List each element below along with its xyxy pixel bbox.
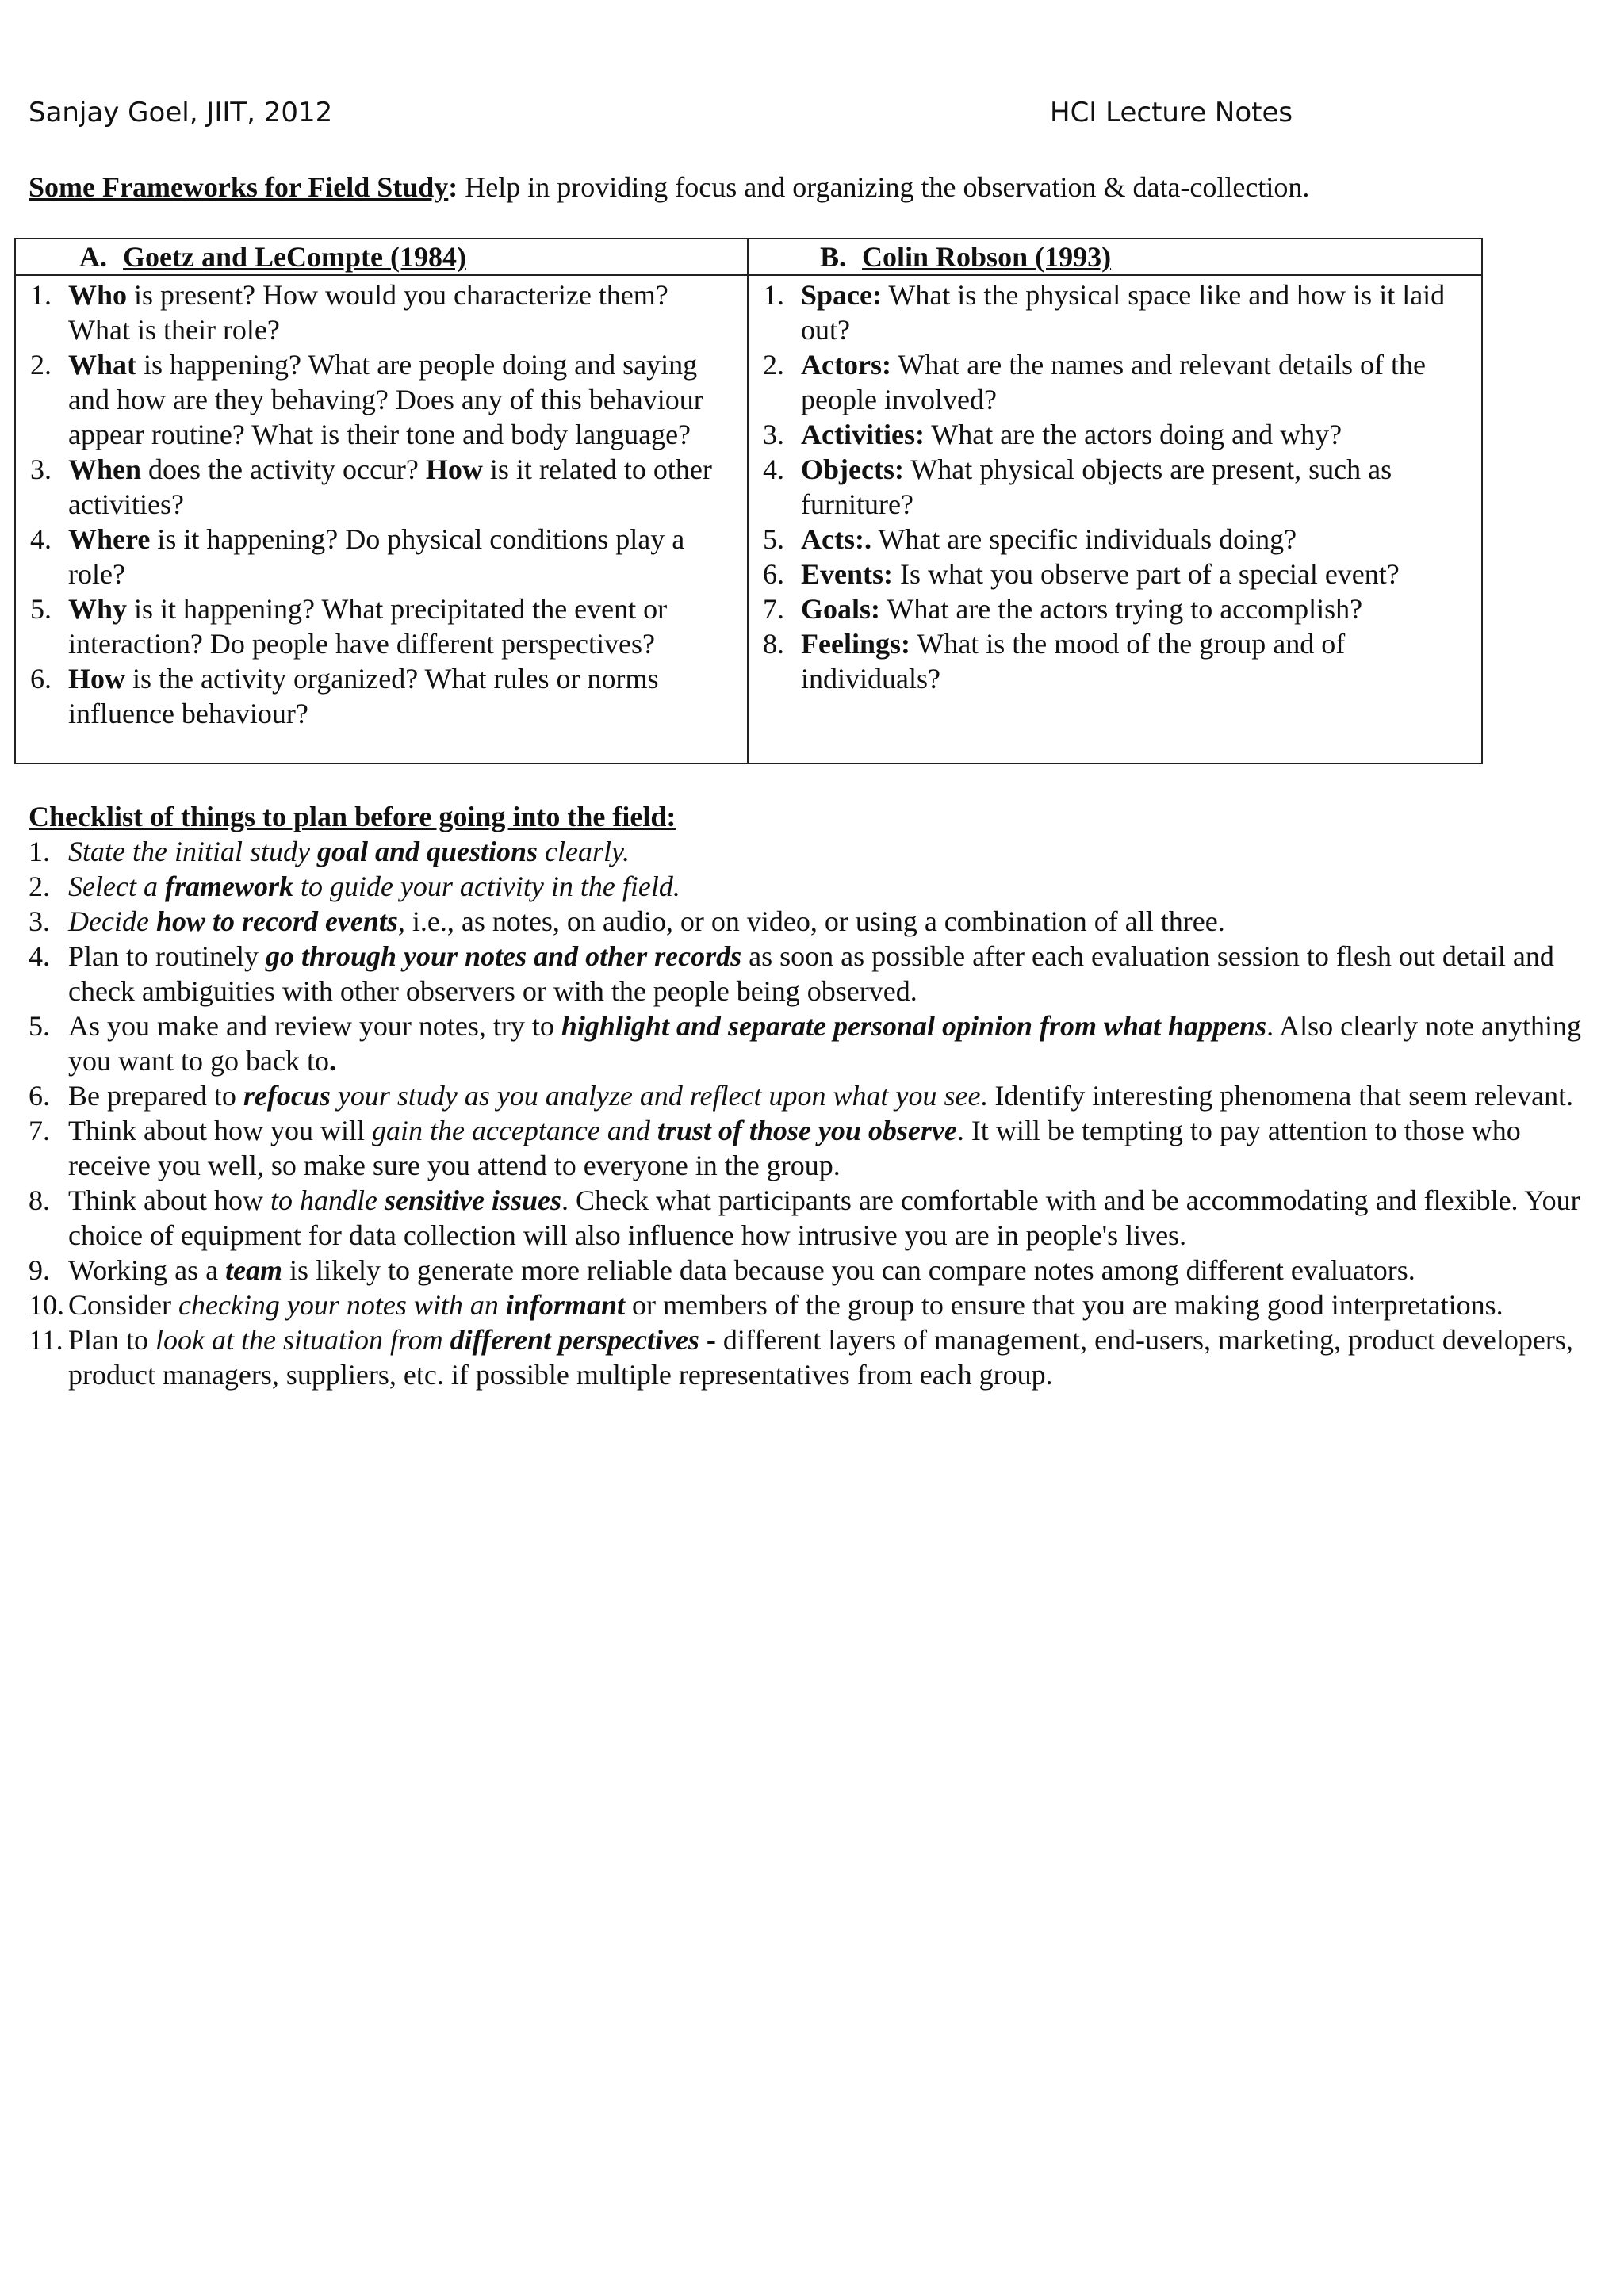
checklist-text-segment: how to record events	[155, 905, 398, 937]
framework-b-list	[749, 276, 1481, 696]
checklist-item	[29, 904, 1607, 939]
item-number: 2.	[30, 349, 52, 381]
framework-a-item	[30, 452, 736, 522]
checklist-item	[29, 834, 1607, 869]
checklist-text-segment: Plan to	[68, 1324, 156, 1356]
checklist-text-segment: Think about how you will	[68, 1115, 372, 1146]
item-number: 3.	[763, 419, 784, 450]
item-number: 5.	[30, 593, 52, 625]
checklist-text-segment: Consider	[68, 1289, 178, 1321]
item-text: What are the names and relevant details of the people involved?	[801, 349, 1427, 415]
checklist-text-segment: . It will be tempting to pay attention to those who receive you well, so make sure you attend to everyone in the group.	[68, 1115, 1521, 1181]
checklist-list	[29, 834, 1607, 1392]
framework-a-title: Goetz and LeCompte (1984)	[123, 241, 466, 273]
item-number: 8.	[763, 628, 784, 660]
item-keyword: Actors:	[801, 349, 891, 381]
checklist-item	[29, 1183, 1607, 1253]
checklist-text-segment: .	[328, 1045, 336, 1077]
checklist-number: 4.	[29, 940, 50, 972]
checklist-text-segment: . Check what participants are comfortable with and be accommodating and flexible. Your choice of equipment for data collection will also influence how intrusive you are in people's lives.	[68, 1184, 1580, 1251]
checklist-item	[29, 1322, 1607, 1392]
item-keyword: When	[68, 453, 142, 485]
checklist-text-segment: framework	[164, 871, 293, 902]
item-keyword: Where	[68, 523, 151, 555]
checklist-text-segment: informant	[505, 1289, 625, 1321]
item-text: What is the physical space like and how is it laid out?	[801, 279, 1446, 346]
framework-b-column	[749, 239, 1481, 763]
checklist-number: 2.	[29, 871, 50, 902]
item-number: 1.	[763, 279, 784, 311]
item-keyword: Why	[68, 593, 128, 625]
checklist-item	[29, 869, 1607, 904]
checklist-text-segment: go through your notes and other records	[265, 940, 742, 972]
checklist-number: 1.	[29, 836, 50, 867]
checklist-text-segment: to guide your activity in the field.	[293, 871, 680, 902]
framework-b-item	[763, 417, 1470, 452]
checklist-text-segment: team	[225, 1254, 283, 1286]
framework-a-column	[16, 239, 749, 763]
checklist-item	[29, 1008, 1607, 1078]
item-number: 6.	[763, 558, 784, 590]
checklist-text-segment: gain the acceptance and	[371, 1115, 657, 1146]
checklist-text-segment: highlight and separate personal opinion from what happens	[561, 1010, 1267, 1042]
checklist-number: 11.	[29, 1324, 63, 1356]
item-keyword: Events:	[801, 558, 893, 590]
framework-a-item	[30, 522, 736, 591]
framework-a-letter: A.	[79, 241, 107, 273]
item-text: is the activity organized? What rules or norms influence behaviour?	[68, 663, 659, 729]
item-number: 5.	[763, 523, 784, 555]
framework-b-header	[749, 239, 1481, 276]
framework-a-header	[16, 239, 747, 276]
item-number: 3.	[30, 453, 52, 485]
checklist-text-segment: Decide	[68, 905, 156, 937]
framework-b-item	[763, 557, 1470, 591]
item-text-2: is it related to other activities?	[68, 453, 712, 520]
item-keyword: How	[68, 663, 125, 695]
item-keyword-2: How	[425, 453, 483, 485]
checklist-text-segment: different perspectives	[450, 1324, 699, 1356]
item-keyword: Feelings:	[801, 628, 910, 660]
checklist-text-segment: clearly.	[538, 836, 630, 867]
checklist-text-segment: . Also clearly note anything you want to go back to	[68, 1010, 1582, 1077]
framework-b-item	[763, 522, 1470, 557]
item-text: is present? How would you characterize them? What is their role?	[68, 279, 668, 346]
checklist-text-segment: your study as you analyze and reflect upon what you see	[330, 1080, 981, 1112]
intro-text: Help in providing focus and organizing the observation & data-collection.	[458, 171, 1310, 203]
page-header	[29, 97, 1595, 136]
checklist-number: 8.	[29, 1184, 50, 1216]
framework-a-item	[30, 277, 736, 347]
checklist-number: 7.	[29, 1115, 50, 1146]
item-keyword: Objects:	[801, 453, 904, 485]
checklist-text-segment: sensitive issues	[384, 1184, 561, 1216]
item-number: 4.	[30, 523, 52, 555]
intro-paragraph	[29, 170, 1583, 205]
checklist-text-segment: -	[699, 1324, 716, 1356]
checklist-text-segment: look at the situation from	[155, 1324, 450, 1356]
checklist-text-segment: Be prepared to	[68, 1080, 243, 1112]
checklist-text-segment: . Identify interesting phenomena that seem relevant.	[980, 1080, 1574, 1112]
checklist-number: 3.	[29, 905, 50, 937]
checklist-number: 9.	[29, 1254, 50, 1286]
framework-b-title: Colin Robson (1993)	[862, 241, 1112, 273]
item-text: Is what you observe part of a special event?	[893, 558, 1400, 590]
item-number: 6.	[30, 663, 52, 695]
item-keyword: Space:	[801, 279, 882, 311]
checklist-text-segment: , i.e., as notes, on audio, or on video, or using a combination of all three.	[397, 905, 1225, 937]
item-text: What are the actors trying to accomplish?	[880, 593, 1363, 625]
intro-label: Some Frameworks for Field Study	[29, 171, 449, 203]
checklist-text-segment: is likely to generate more reliable data because you can compare notes among different evaluators.	[282, 1254, 1415, 1286]
checklist-text-segment: checking your notes with an	[178, 1289, 506, 1321]
item-keyword: Goals:	[801, 593, 881, 625]
framework-b-item	[763, 347, 1470, 417]
header-course: HCI Lecture Notes	[1050, 97, 1293, 128]
checklist-text-segment: as soon as possible after each evaluation session to flesh out detail and check ambiguities with other observers or with the people being observed.	[68, 940, 1554, 1007]
checklist-number: 5.	[29, 1010, 50, 1042]
checklist-text-segment: Think about how	[68, 1184, 270, 1216]
item-text: What are the actors doing and why?	[924, 419, 1342, 450]
item-number: 2.	[763, 349, 784, 381]
item-keyword: Activities:	[801, 419, 925, 450]
item-keyword: Who	[68, 279, 128, 311]
item-number: 1.	[30, 279, 52, 311]
checklist-text-segment: Plan to routinely	[68, 940, 266, 972]
item-text: What is the mood of the group and of individuals?	[801, 628, 1346, 695]
item-text: is happening? What are people doing and saying and how are they behaving? Does any of this behaviour appear routine? What is their tone and body language?	[68, 349, 703, 450]
checklist-text-segment: different layers of management, end-users, marketing, product developers, product managers, suppliers, etc. if possible multiple representatives from each group.	[68, 1324, 1573, 1391]
checklist-text-segment: Select a	[68, 871, 165, 902]
framework-b-item	[763, 277, 1470, 347]
framework-a-item	[30, 661, 736, 731]
checklist-section	[29, 799, 1607, 1392]
framework-a-item	[30, 591, 736, 661]
checklist-item	[29, 1288, 1607, 1322]
framework-b-letter: B.	[820, 241, 847, 273]
framework-a-list	[16, 276, 747, 731]
checklist-item	[29, 1113, 1607, 1183]
checklist-text-segment: goal and questions	[316, 836, 538, 867]
checklist-text-segment: refocus	[243, 1080, 331, 1112]
frameworks-table	[14, 238, 1483, 764]
checklist-number: 6.	[29, 1080, 50, 1112]
checklist-title: Checklist of things to plan before going into the field:	[29, 801, 676, 832]
framework-b-item	[763, 452, 1470, 522]
framework-a-item	[30, 347, 736, 452]
item-text: is it happening? What precipitated the event or interaction? Do people have different perspectives?	[68, 593, 668, 660]
checklist-item	[29, 939, 1607, 1008]
header-author: Sanjay Goel, JIIT, 2012	[29, 97, 333, 128]
checklist-text-segment: Working as a	[68, 1254, 226, 1286]
framework-b-item	[763, 626, 1470, 696]
checklist-item	[29, 1078, 1607, 1113]
checklist-text-segment: State the initial study	[68, 836, 317, 867]
intro-colon: :	[448, 171, 458, 203]
checklist-text-segment: As you make and review your notes, try to	[68, 1010, 561, 1042]
item-keyword: Acts:.	[801, 523, 871, 555]
framework-b-item	[763, 591, 1470, 626]
item-text: What physical objects are present, such as furniture?	[801, 453, 1392, 520]
item-number: 4.	[763, 453, 784, 485]
item-text: is it happening? Do physical conditions play a role?	[68, 523, 685, 590]
checklist-text-segment: to handle	[270, 1184, 385, 1216]
item-text: does the activity occur?	[141, 453, 426, 485]
checklist-text-segment: or members of the group to ensure that you are making good interpretations.	[624, 1289, 1503, 1321]
item-number: 7.	[763, 593, 784, 625]
item-keyword: What	[68, 349, 137, 381]
item-text: What are specific individuals doing?	[871, 523, 1297, 555]
checklist-number: 10.	[29, 1289, 64, 1321]
checklist-item	[29, 1253, 1607, 1288]
checklist-text-segment: trust of those you observe	[657, 1115, 957, 1146]
